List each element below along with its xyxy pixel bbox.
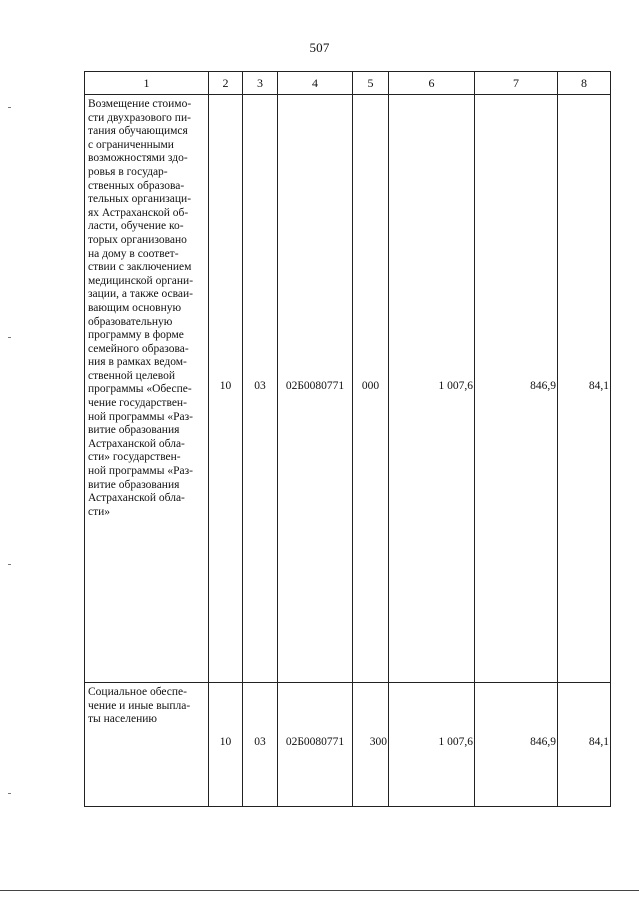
header-col-2: 2	[209, 72, 243, 95]
margin-mark	[8, 564, 11, 565]
cell-col6: 1 007,6	[438, 380, 473, 392]
header-col-7: 7	[475, 72, 558, 95]
budget-table	[84, 71, 611, 807]
margin-mark	[8, 107, 11, 108]
table-header-row	[85, 72, 611, 95]
description-line: семейного образова-	[88, 342, 189, 355]
description-line: витие образования	[88, 478, 180, 491]
header-col-8: 8	[558, 72, 611, 95]
cell-target-code: 02Б0080771	[285, 736, 345, 748]
cell-col7: 846,9	[530, 736, 556, 748]
description-line: с ограниченными	[88, 138, 174, 151]
description-line: возможностями здо-	[88, 152, 188, 165]
margin-mark	[8, 337, 11, 338]
description-line: ной программы «Раз-	[88, 410, 193, 423]
description-line: торых организовано	[88, 233, 187, 246]
cell-col8: 84,1	[588, 380, 609, 392]
description-lines	[88, 98, 205, 519]
description-line: на дому в соответ-	[88, 247, 179, 260]
header-col-5: 5	[353, 72, 389, 95]
description-line: ты населению	[88, 713, 157, 726]
cell-expense-type: 000	[361, 380, 380, 392]
description-line: сти»	[88, 505, 111, 518]
description-line: сти двухразового пи-	[88, 111, 191, 124]
cell-expense-type: 300	[369, 736, 387, 748]
description-line: медицинской органи-	[88, 274, 194, 287]
table-row	[85, 683, 611, 807]
description-line: чение государствен-	[88, 397, 187, 410]
cell-subsection: 03	[254, 380, 266, 392]
description-lines	[88, 686, 205, 727]
cell-col6: 1 007,6	[438, 736, 473, 748]
description-line: ственных образова-	[88, 179, 185, 192]
description-line: образовательную	[88, 315, 173, 328]
header-col-6: 6	[389, 72, 475, 95]
cell-col8: 84,1	[588, 736, 609, 748]
description-line: ственной целевой	[88, 369, 176, 382]
description-line: программу в форме	[88, 329, 184, 342]
description-line: Астраханской обла-	[88, 437, 185, 450]
cell-target-code: 02Б0080771	[285, 380, 345, 392]
description-line: ствии с заключением	[88, 261, 192, 274]
description-line: тельных организаци-	[88, 193, 192, 206]
description-line: Социальное обеспе-	[88, 686, 187, 698]
header-col-4: 4	[278, 72, 353, 95]
row-description	[85, 95, 209, 683]
description-line: Астраханской обла-	[88, 492, 185, 505]
description-line: витие образования	[88, 424, 180, 437]
description-line: программы «Обеспе-	[88, 383, 192, 396]
cell-subsection: 03	[254, 736, 266, 748]
description-line: ях Астраханской об-	[88, 206, 189, 219]
description-line: зации, а также осваи-	[88, 288, 193, 301]
description-line: ласти, обучение ко-	[88, 220, 184, 233]
description-line: чение и иные выпла-	[88, 699, 191, 712]
cell-section: 10	[219, 380, 232, 392]
row-description	[85, 683, 209, 807]
description-line: тания обучающимся	[88, 125, 188, 138]
description-line: вающим основную	[88, 301, 182, 314]
margin-mark	[8, 793, 11, 794]
table-row	[85, 95, 611, 683]
description-line: Возмещение стоимо-	[88, 98, 192, 110]
header-col-1: 1	[85, 72, 209, 95]
description-line: ной программы «Раз-	[88, 465, 193, 478]
header-col-3: 3	[243, 72, 278, 95]
description-line: ния в рамках ведом-	[88, 356, 187, 369]
cell-col7: 846,9	[530, 380, 556, 392]
description-line: сти» государствен-	[88, 451, 181, 464]
description-line: ровья в государ-	[88, 165, 168, 178]
page-number: 507	[309, 40, 330, 55]
footer-rule	[0, 890, 639, 891]
cell-section: 10	[219, 736, 232, 748]
